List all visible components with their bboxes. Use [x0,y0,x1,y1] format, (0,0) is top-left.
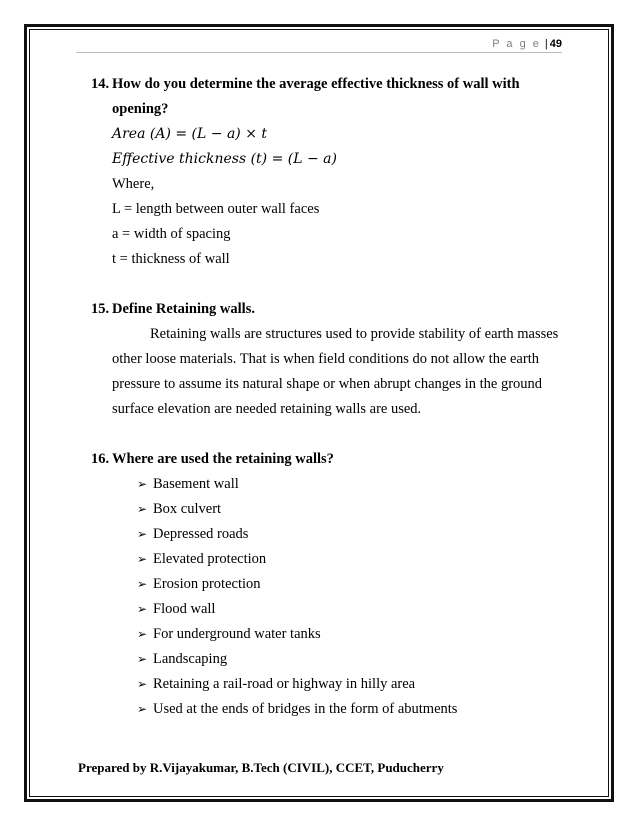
question-16 [91,447,571,472]
answer-paragraph [91,322,571,347]
list-item-text: Depressed roads [153,526,249,542]
question-14 [91,72,571,97]
list-item-text: Box culvert [153,501,222,517]
list-item [137,522,571,547]
page-label: P a g e [492,38,541,50]
list-item [137,547,571,572]
definition-line: t = thickness of wall [112,251,230,267]
question-14-line2: opening? [112,101,169,117]
question-number: 15. [91,301,110,317]
list-item [137,497,571,522]
arrow-bullet-icon: ➢ [137,477,148,491]
answer-line: surface elevation are needed retaining walls are used. [112,401,422,417]
arrow-bullet-icon: ➢ [137,677,148,691]
list-item [137,472,571,497]
arrow-bullet-icon: ➢ [137,527,148,541]
header-rule [76,52,562,53]
formula-area: Area (A) = (L − a) × t [112,126,268,142]
arrow-bullet-icon: ➢ [137,502,148,516]
question-number: 14. [91,76,110,92]
question-text-line1: How do you determine the average effective thickness of wall with [112,76,520,92]
list-item-text: Used at the ends of bridges in the form of abutments [153,701,458,717]
retaining-wall-uses-list [91,472,571,722]
where-label: Where, [112,176,155,192]
arrow-bullet-icon: ➢ [137,552,148,566]
page-number-header [492,38,562,50]
page-content [91,72,571,722]
question-text: Where are used the retaining walls? [112,451,334,467]
definition-line: a = width of spacing [112,226,231,242]
arrow-bullet-icon: ➢ [137,577,148,591]
list-item-text: Erosion protection [153,576,261,592]
formula-effective-thickness: Effective thickness (t) = (L − a) [112,151,337,167]
list-item-text: Retaining a rail-road or highway in hilly area [153,676,416,692]
arrow-bullet-icon: ➢ [137,702,148,716]
answer-line: pressure to assume its natural shape or when abrupt changes in the ground [112,376,543,392]
answer-line: Retaining walls are structures used to provide stability of earth masses [150,326,559,342]
list-item [137,697,571,722]
list-item [137,672,571,697]
question-number: 16. [91,451,110,467]
list-item-text: For underground water tanks [153,626,321,642]
list-item [137,647,571,672]
page-footer: Prepared by R.Vijayakumar, B.Tech (CIVIL), CCET, Puducherry [78,760,444,775]
arrow-bullet-icon: ➢ [137,652,148,666]
question-text: Define Retaining walls. [112,301,255,317]
list-item [137,622,571,647]
list-item [137,572,571,597]
page-number: 49 [549,38,562,50]
list-item-text: Flood wall [153,601,216,617]
definition-line: L = length between outer wall faces [112,201,320,217]
arrow-bullet-icon: ➢ [137,627,148,641]
list-item-text: Landscaping [153,651,228,667]
spacer [91,272,571,297]
question-15 [91,297,571,322]
answer-line: other loose materials. That is when field conditions do not allow the earth [112,351,539,367]
list-item-text: Basement wall [153,476,239,492]
page-separator: | [544,38,548,50]
list-item-text: Elevated protection [153,551,267,567]
spacer [91,422,571,447]
list-item [137,597,571,622]
arrow-bullet-icon: ➢ [137,602,148,616]
